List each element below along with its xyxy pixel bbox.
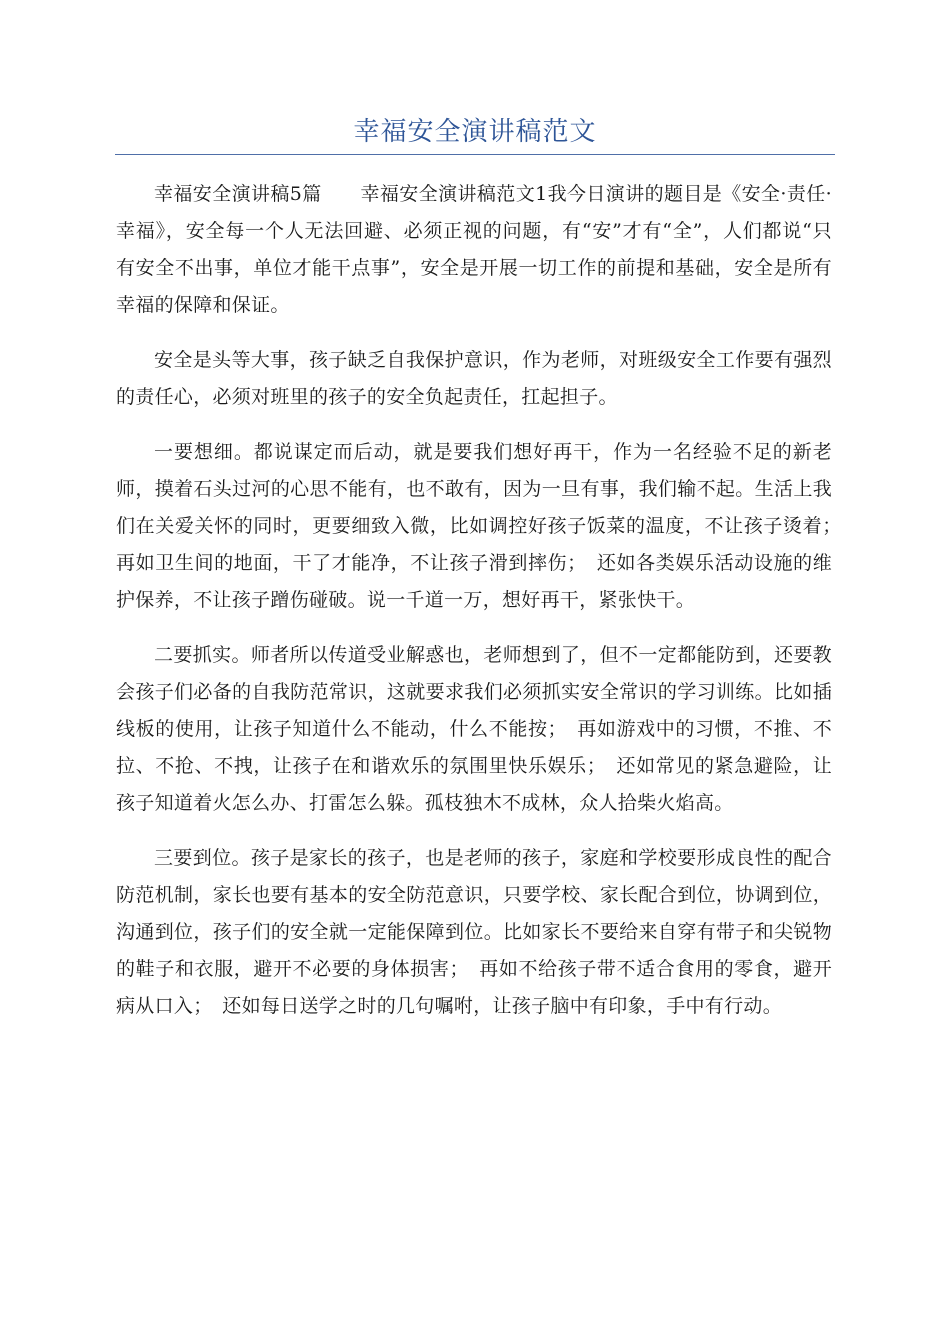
document-title: 幸福安全演讲稿范文 (353, 117, 597, 147)
paragraph-be-practical: 二要抓实。师者所以传道受业解惑也，老师想到了，但不一定都能防到，还要教会孩子们必备的自我防范常识，这就要求我们必须抓实安全常识的学习训练。比如插线板的使用，让孩子知道什么不能动，什么不能按； 再如游戏中的习惯，不推、不拉、不抢、不拽，让孩子在和谐欢乐的氛围里快乐娱乐； 还如常见的紧急避险，让孩子知道着火怎么办、打雷怎么躲。孤枝独木不成林，众人拾柴火焰高。 (116, 644, 832, 814)
paragraph-safety-priority: 安全是头等大事，孩子缺乏自我保护意识，作为老师，对班级安全工作要有强烈的责任心，必须对班里的孩子的安全负起责任，扛起担子。 (116, 349, 832, 408)
paragraph-think-carefully: 一要想细。都说谋定而后动，就是要我们想好再干，作为一名经验不足的新老师，摸着石头过河的心思不能有，也不敢有，因为一旦有事，我们输不起。生活上我们在关爱关怀的同时，更要细致入微，比如调控好孩子饭菜的温度，不让孩子烫着； 再如卫生间的地面，干了才能净，不让孩子滑到摔伤； 还如各类娱乐活动设施的维护保养，不让孩子蹭伤碰破。说一千道一万，想好再干，紧张快干。 (116, 441, 852, 611)
title-underline (115, 154, 835, 155)
paragraph-intro: 幸福安全演讲稿5篇 幸福安全演讲稿范文1我今日演讲的题目是《安全·责任·幸福》，安全每一个人无法回避、必须正视的问题，有“安”才有“全”，人们都说“只有安全不出事，单位才能干点事”，安全是开展一切工作的前提和基础，安全是所有幸福的保障和保证。 (116, 183, 832, 316)
document-body (116, 176, 852, 1043)
paragraph-be-in-place: 三要到位。孩子是家长的孩子，也是老师的孩子，家庭和学校要形成良性的配合防范机制，家长也要有基本的安全防范意识，只要学校、家长配合到位，协调到位，沟通到位，孩子们的安全就一定能保障到位。比如家长不要给来自穿有带子和尖锐物的鞋子和衣服，避开不必要的身体损害； 再如不给孩子带不适合食用的零食，避开病从口入； 还如每日送学之时的几句嘱咐，让孩子脑中有印象，手中有行动。 (116, 847, 832, 1017)
